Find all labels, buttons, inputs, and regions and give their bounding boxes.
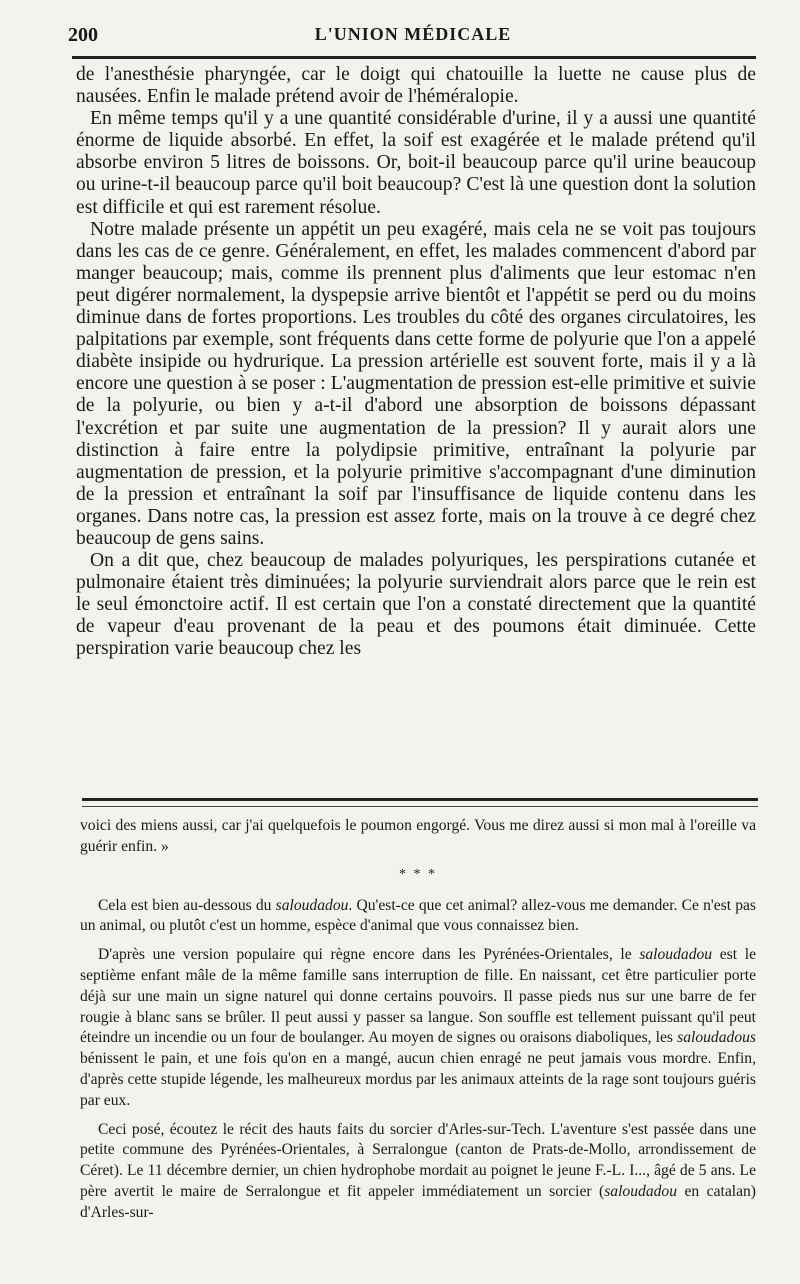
italic-term: saloudadou	[275, 896, 349, 914]
note-paragraph-4	[80, 1120, 756, 1224]
running-title: L'UNION MÉDICALE	[314, 24, 512, 44]
paragraph-3: Notre malade présente un appétit un peu exagéré, mais cela ne se voit pas toujours dans les cas de ce genre. Généralement, en effet, les malades commencent d'abord par manger beaucoup; mais, comme ils prennent plus d'aliments que leur estomac n'en peut digérer normalement, la dyspepsie arrive bientôt et l'appétit se perd ou du moins diminue dans de fortes proportions. Les troubles du côté des organes circulatoires, les palpitations par exemple, sont fréquents dans cette forme de polyurie que l'on a appelé diabète insipide ou hydrurique. La pression artérielle est souvent forte, mais il y a là encore une question à se poser : L'augmentation de pression est-elle primitive et suivie de la polyurie, ou bien y a-t-il d'abord une absorption de boissons dépassant l'excrétion et par suite une augmentation de la pression? Il y aurait alors une distinction à faire entre la polydipsie primitive, entraînant la polyurie par augmentation de pression, et la polyurie primitive s'accompagnant d'une diminution de la pression et entraînant la soif par l'insuffisance de liquide contenu dans les organes. Dans notre cas, la pression est assez forte, mais on la trouve à ce degré chez beaucoup de gens sains.	[76, 218, 756, 549]
text-run: en catalan) d'Arles-sur-	[80, 1182, 756, 1221]
page-number: 200	[68, 24, 98, 46]
asterism: * * *	[399, 866, 437, 882]
note-paragraph-1: voici des miens aussi, car j'ai quelquefois le poumon engorgé. Vous me direz aussi si mon mal à l'oreille va guérir enfin. »	[80, 817, 756, 855]
italic-term: saloudadous	[677, 1029, 756, 1047]
text-run: . Qu'est-ce que cet animal? allez-vous me demander. Ce n'est pas un animal, ou plutôt c'est un homme, espèce d'animal que vous connaissez bien.	[80, 896, 756, 935]
paragraph-4: On a dit que, chez beaucoup de malades polyuriques, les perspirations cutanée et pulmonaire étaient très diminuées; la polyurie surviendrait alors parce que le rein est le seul émonctoire actif. Il est certain que l'on a constaté directement que la quantité de vapeur d'eau provenant de la peau et des poumons était diminuée. Cette perspiration varie beaucoup chez les	[76, 550, 756, 660]
paragraph-1: de l'anesthésie pharyngée, car le doigt qui chatouille la luette ne cause plus de nausées. Enfin le malade prétend avoir de l'héméralopie.	[76, 64, 756, 108]
note-paragraph-3	[80, 945, 756, 1111]
feuilleton-text	[80, 816, 756, 1224]
text-run: est le septième enfant mâle de la même famille sans interruption de fille. En naissant, cet être particulier porte déjà sur une main un signe naturel qui donne certains pouvoirs. Il passe pieds nus sur une barre de fer rougie à blanc sans se brûler. Il peut aussi y passer sa langue. Son souffle est tellement puissant qu'il peut éteindre un incendie ou un four de boulanger. Au moyen de signes ou oraisons diaboliques, les	[80, 946, 756, 1047]
text-run: Ceci posé, écoutez le récit des hauts faits du sorcier d'Arles-sur-Tech. L'aventure s'est passée dans une petite commune des Pyrénées-Orientales, à Serralongue (canton de Prats-de-Mollo, arrondissement de Céret). Le 11 décembre dernier, un chien hydrophobe mordait au poignet le jeune F.-L. I..., âgé de 5 ans. Le père avertit le maire de Serralongue et fit appeler immédiatement un sorcier (	[80, 1120, 756, 1200]
section-divider-thick	[82, 798, 758, 801]
section-divider-thin	[82, 806, 758, 807]
main-text	[76, 64, 756, 661]
page-header	[68, 22, 758, 52]
text-run: Cela est bien au-dessous du	[98, 896, 276, 914]
note-paragraph-2	[80, 896, 756, 938]
italic-term: saloudadou	[639, 946, 713, 964]
paragraph-2: En même temps qu'il y a une quantité considérable d'urine, il y a aussi une quantité énorme de liquide absorbé. En effet, la soif est exagérée et le malade prétend qu'il absorbe environ 5 litres de boissons. Or, boit-il beaucoup parce qu'il urine beaucoup ou urine-t-il beaucoup parce qu'il boit beaucoup? C'est là une question dont la solution est difficile et qui est rarement résolue.	[76, 108, 756, 218]
text-run: bénissent le pain, et une fois qu'on en a mangé, aucun chien enragé ne peut jamais vous mordre. Enfin, d'après cette stupide légende, les malheureux mordus par les animaux atteints de la rage sont toujours guéris par eux.	[80, 1050, 756, 1109]
italic-term: saloudadou	[604, 1182, 678, 1200]
header-rule	[72, 56, 756, 59]
text-run: D'après une version populaire qui règne encore dans les Pyrénées-Orientales, le	[98, 946, 640, 964]
